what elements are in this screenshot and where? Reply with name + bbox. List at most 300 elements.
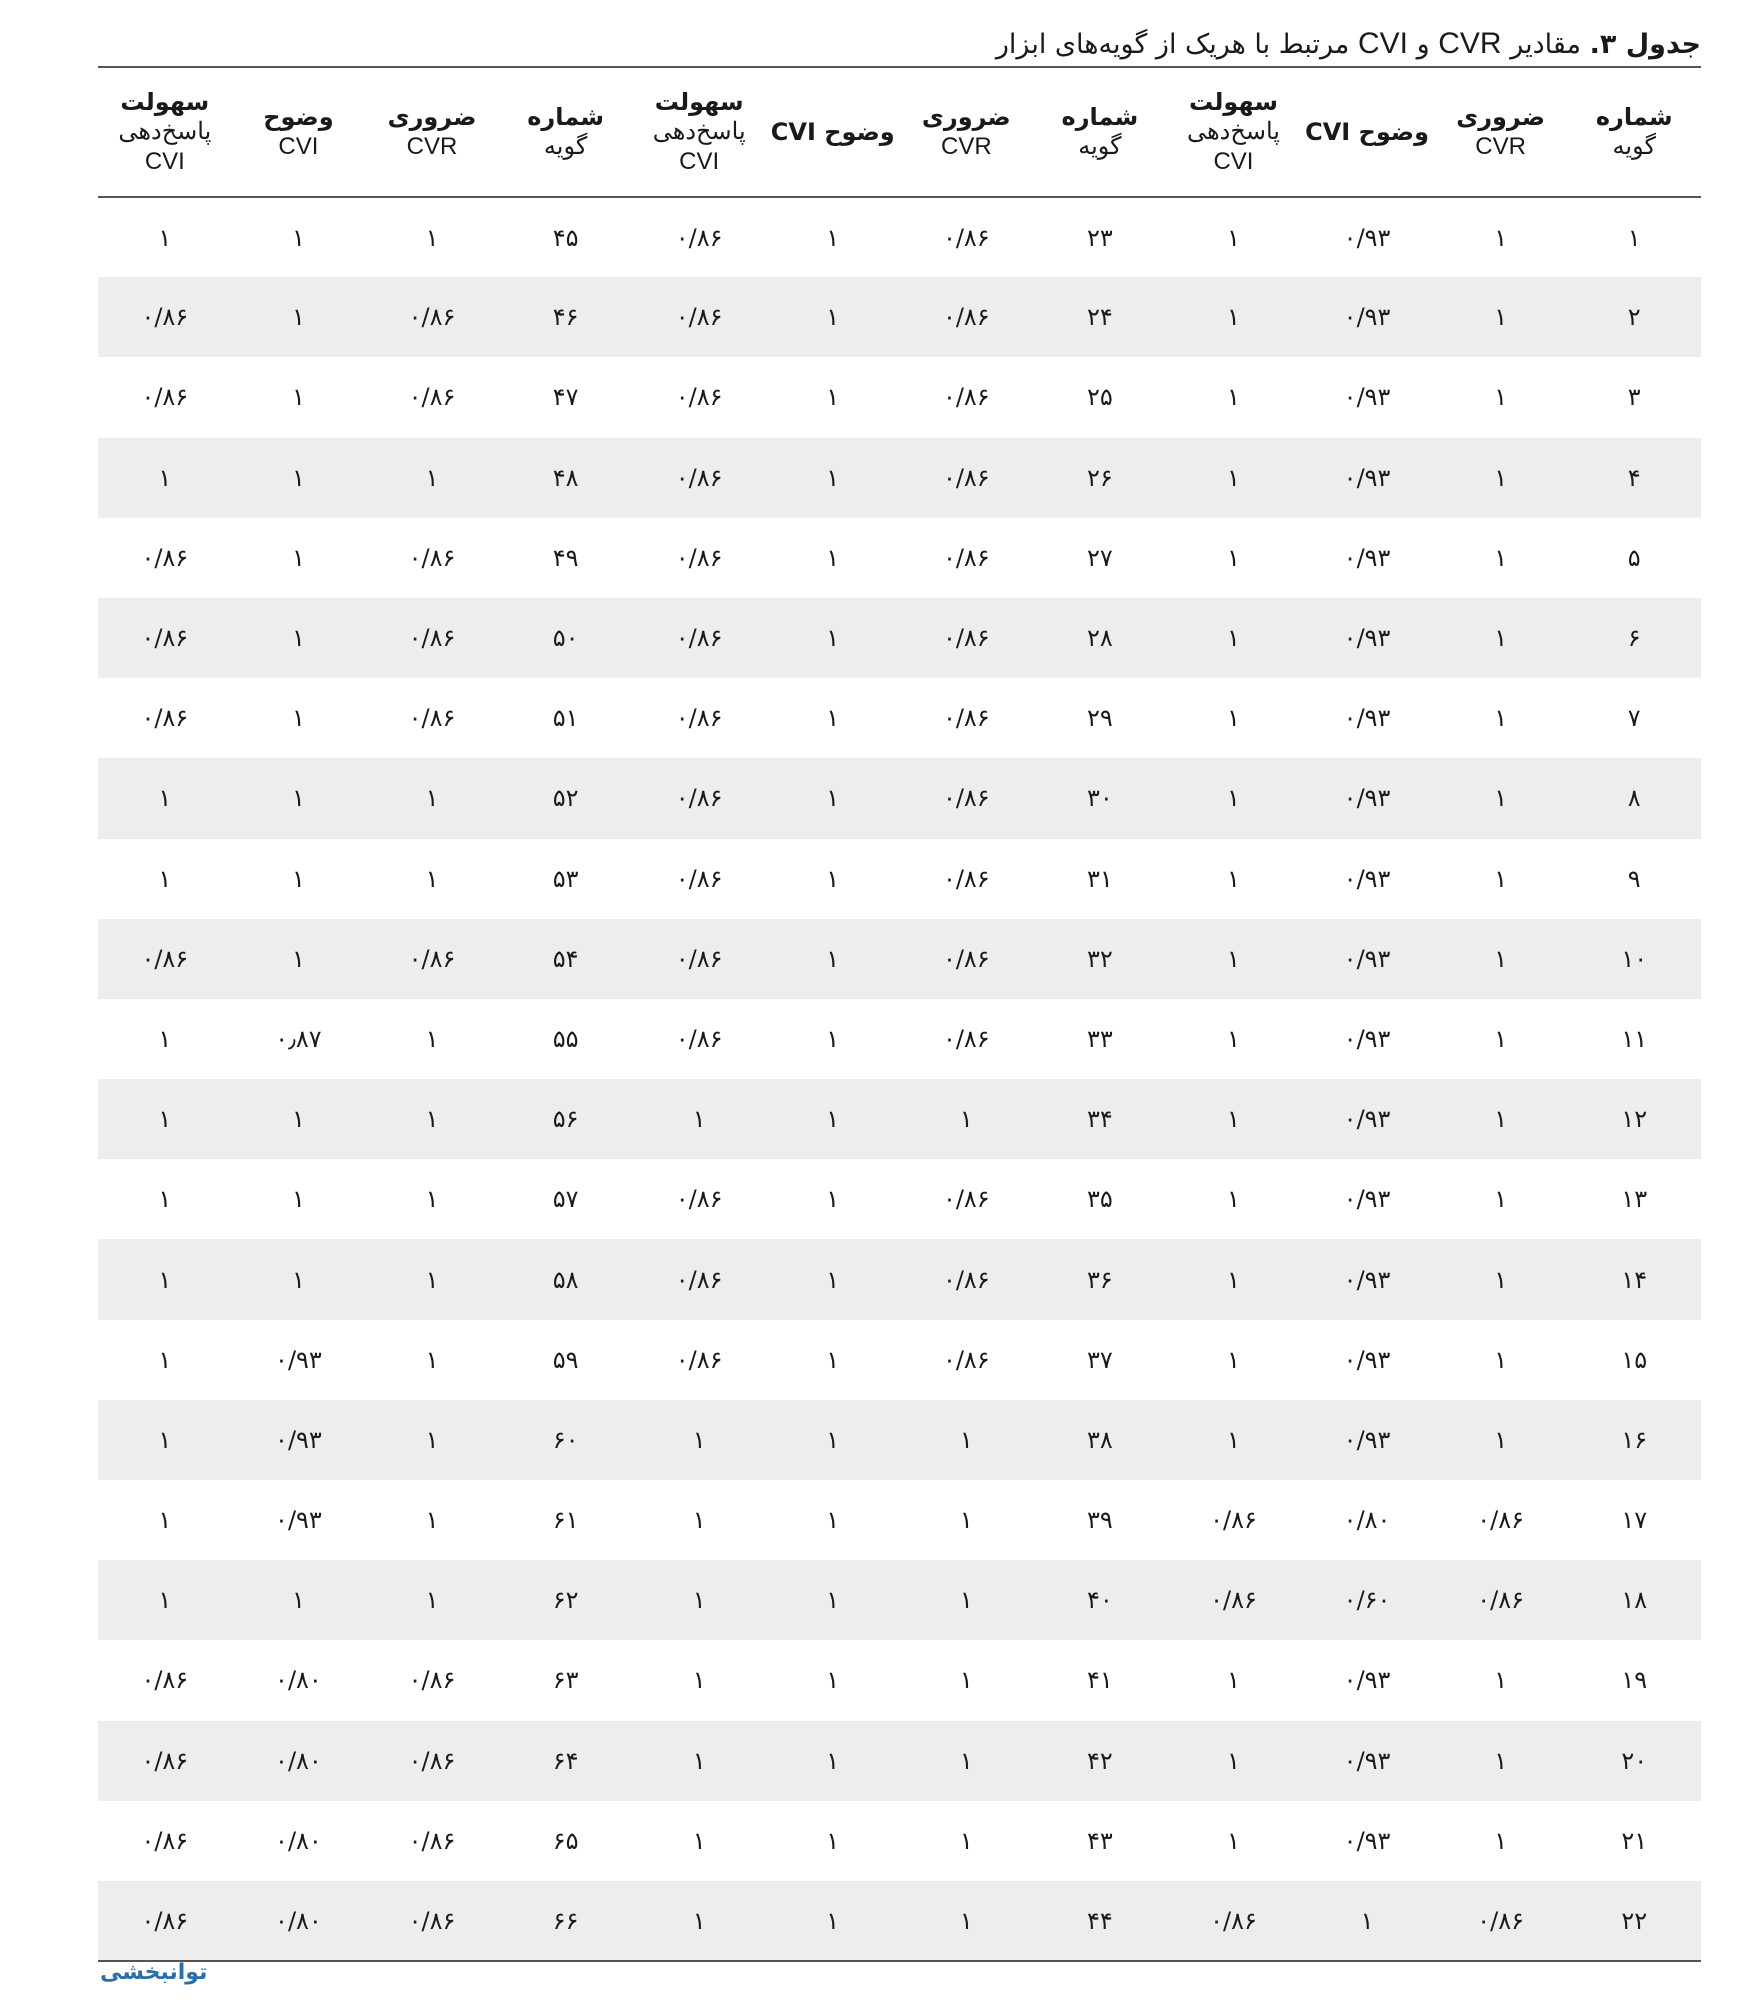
table-cell: ۱	[425, 1425, 439, 1454]
table-cell: ۱	[826, 624, 840, 653]
table-cell: ۰/۹۳	[1343, 944, 1391, 973]
column-header-line1: ضروری	[387, 103, 477, 131]
table-row	[98, 518, 1701, 598]
table-cell: ۱	[826, 1265, 840, 1294]
table-cell: ۱	[826, 1506, 840, 1535]
caption-term-cvi: CVI	[1358, 27, 1409, 60]
column-header	[1167, 67, 1301, 197]
table-cell: ۵۷	[552, 1185, 579, 1214]
table-cell: ۱۱	[1621, 1024, 1648, 1053]
table-cell: ۱۰	[1621, 944, 1648, 973]
column-header-line2: CVR	[940, 133, 992, 160]
journal-logo: توانبخشی	[100, 1960, 208, 1985]
table-cell: ۱	[1494, 1105, 1508, 1134]
table-row	[98, 678, 1701, 758]
table-cell: ۰/۹۳	[1343, 383, 1391, 412]
table-cell: ۱۲	[1621, 1105, 1648, 1134]
table-cell: ۶	[1627, 624, 1641, 653]
table-cell: ۰/۸۰	[275, 1666, 322, 1695]
table-cell: ۰/۹۳	[1343, 1105, 1391, 1134]
table-cell: ۰/۸۶	[942, 784, 990, 813]
table-cell: ۱	[158, 784, 172, 813]
table-cell: ۱	[826, 1345, 840, 1374]
table-cell: ۰/۸۶	[408, 1906, 456, 1935]
table-cell: ۱	[1227, 1746, 1240, 1775]
table-cell: ۲۴	[1087, 303, 1113, 332]
table-cell: ۵۶	[552, 1105, 579, 1134]
table-cell: ۰/۸۶	[675, 1265, 723, 1294]
table-cell: ۱	[826, 1826, 840, 1855]
table-cell: ۶۵	[552, 1826, 579, 1855]
column-header-line2: پاسخ‌دهی CVI	[1187, 118, 1280, 175]
table-row	[98, 1400, 1701, 1480]
table-cell: ۱	[959, 1746, 973, 1775]
column-header-line1: سهولت	[1189, 88, 1278, 116]
caption-label: جدول ۳.	[1589, 29, 1701, 60]
column-header-line2: CVR	[406, 133, 458, 160]
table-cell: ۰/۹۳	[1343, 1826, 1391, 1855]
table-cell: ۱	[425, 223, 439, 252]
table-cell: ۴۳	[1087, 1826, 1113, 1855]
table-cell: ۱	[158, 1024, 172, 1053]
column-header	[632, 67, 766, 197]
column-header-line1: وضوح CVI	[1305, 118, 1430, 146]
table-cell: ۵۱	[552, 704, 579, 733]
table-cell: ۱	[826, 383, 840, 412]
table-cell: ۰/۹۳	[1343, 1024, 1391, 1053]
table-cell: ۱	[158, 1586, 172, 1615]
column-header	[232, 67, 366, 197]
table-cell: ۵۳	[552, 864, 579, 893]
table-cell: ۱	[158, 1105, 172, 1134]
table-cell: ۱	[1494, 383, 1508, 412]
table-cell: ۰/۹۳	[1343, 1666, 1391, 1695]
table-cell: ۶۶	[552, 1906, 579, 1935]
table-cell: ۰/۹۳	[1343, 303, 1391, 332]
table-cell: ۱	[1227, 944, 1240, 973]
column-header	[1567, 67, 1701, 197]
table-cell: ۴۴	[1087, 1906, 1113, 1935]
table-body	[98, 197, 1701, 1961]
table-cell: ۱	[291, 223, 305, 252]
table-cell: ۶۴	[552, 1746, 579, 1775]
table-cell: ۰/۸۶	[408, 704, 456, 733]
column-header	[1300, 67, 1434, 197]
table-cell: ۱	[959, 1826, 973, 1855]
table-cell: ۵	[1627, 543, 1641, 572]
table-cell: ۱	[425, 1185, 439, 1214]
table-cell: ۱	[425, 864, 439, 893]
table-cell: ۱	[1227, 303, 1240, 332]
table-cell: ۰/۸۶	[675, 303, 723, 332]
table-row	[98, 197, 1701, 277]
table-cell: ۱۶	[1621, 1425, 1648, 1454]
table-cell: ۱	[291, 704, 305, 733]
table-cell: ۰/۸۶	[675, 864, 723, 893]
table-cell: ۱	[692, 1666, 706, 1695]
table-cell: ۰/۸۶	[942, 1185, 990, 1214]
table-cell: ۰/۹۳	[1343, 624, 1391, 653]
column-header-line2: گویه	[1612, 133, 1656, 160]
table-cell: ۰/۹۳	[1343, 784, 1391, 813]
table-cell: ۰/۸۶	[675, 383, 723, 412]
caption-text-after: مرتبط با هریک از گویه‌های ابزار	[995, 29, 1350, 60]
table-cell: ۱	[1227, 1105, 1240, 1134]
table-cell: ۱	[1494, 1746, 1508, 1775]
table-cell: ۱۵	[1621, 1345, 1648, 1374]
table-cell: ۱	[1494, 704, 1508, 733]
table-cell: ۲۱	[1621, 1826, 1648, 1855]
table-cell: ۰/۸۶	[942, 624, 990, 653]
table-cell: ۱	[158, 463, 172, 492]
table-cell: ۱	[959, 1666, 973, 1695]
column-header-line1: وضوح CVI	[770, 118, 895, 146]
table-cell: ۰/۸۶	[942, 944, 990, 973]
table-cell: ۰/۸۶	[141, 704, 189, 733]
table-row	[98, 1320, 1701, 1400]
table-cell: ۱	[425, 784, 439, 813]
table-cell: ۳۸	[1087, 1425, 1113, 1454]
table-row	[98, 438, 1701, 518]
table-cell: ۱	[1494, 784, 1508, 813]
table-cell: ۰/۸۶	[675, 223, 723, 252]
table-cell: ۱	[826, 463, 840, 492]
table-cell: ۲	[1627, 303, 1641, 332]
table-cell: ۰/۸۶	[675, 1345, 723, 1374]
table-row	[98, 598, 1701, 678]
column-header-line2: پاسخ‌دهی CVI	[652, 118, 746, 175]
table-cell: ۲۶	[1087, 463, 1113, 492]
caption-text-before: مقادیر	[1510, 29, 1581, 60]
table-cell: ۰/۸۶	[942, 1024, 990, 1053]
table-cell: ۰/۸۶	[1210, 1906, 1257, 1935]
table-cell: ۰/۸۶	[675, 944, 723, 973]
table-cell: ۰/۸۶	[675, 463, 723, 492]
table-cell: ۴۹	[552, 543, 579, 572]
table-cell: ۱	[1494, 624, 1508, 653]
table-cell: ۱	[1494, 1425, 1508, 1454]
table-row	[98, 1239, 1701, 1319]
table-cell: ۰٫۸۷	[275, 1024, 322, 1053]
column-header	[766, 67, 900, 197]
table-cell: ۱	[826, 1024, 840, 1053]
table-cell: ۱	[1227, 1024, 1240, 1053]
table-cell: ۱	[1494, 543, 1508, 572]
table-cell: ۰/۹۳	[1343, 463, 1391, 492]
table-cell: ۳۴	[1087, 1105, 1113, 1134]
table-cell: ۶۳	[552, 1666, 579, 1695]
table-cell: ۱	[291, 1586, 305, 1615]
column-header-line2: گویه	[1078, 133, 1122, 160]
table-cell: ۴۵	[552, 223, 579, 252]
table-cell: ۰/۸۶	[675, 1185, 723, 1214]
table-cell: ۰/۸۶	[141, 543, 189, 572]
table-cell: ۱۷	[1621, 1506, 1648, 1535]
table-cell: ۲۵	[1087, 383, 1113, 412]
table-cell: ۵۹	[552, 1345, 579, 1374]
table-cell: ۱	[692, 1906, 706, 1935]
table-cell: ۰/۸۶	[942, 383, 990, 412]
table-cell: ۱۹	[1621, 1666, 1648, 1695]
column-header-line1: شماره	[1061, 103, 1139, 131]
table-row	[98, 758, 1701, 838]
column-header	[365, 67, 499, 197]
table-cell: ۳	[1627, 383, 1641, 412]
table-cell: ۳۶	[1087, 1265, 1113, 1294]
table-cell: ۱	[291, 383, 305, 412]
table-cell: ۱	[1227, 704, 1240, 733]
table-cell: ۳۲	[1087, 944, 1113, 973]
table-cell: ۰/۸۶	[675, 784, 723, 813]
table-cell: ۷	[1627, 704, 1641, 733]
table-cell: ۱	[291, 1265, 305, 1294]
table-cell: ۰/۹۳	[275, 1425, 322, 1454]
table-cell: ۰/۸۶	[942, 704, 990, 733]
table-row	[98, 1640, 1701, 1720]
column-header-line1: سهولت	[654, 88, 744, 116]
table-cell: ۱	[692, 1586, 706, 1615]
table-cell: ۰/۶۰	[1343, 1586, 1391, 1615]
table-cell: ۰/۸۶	[675, 1024, 723, 1053]
table-cell: ۰/۸۶	[1477, 1506, 1525, 1535]
table-row	[98, 919, 1701, 999]
table-cell: ۰/۸۶	[408, 543, 456, 572]
table-cell: ۱	[1494, 223, 1508, 252]
table-cell: ۱	[425, 1024, 439, 1053]
table-cell: ۱	[826, 704, 840, 733]
table-cell: ۳۷	[1087, 1345, 1113, 1374]
table-cell: ۰/۹۳	[1343, 1425, 1391, 1454]
table-cell: ۱	[291, 463, 305, 492]
table-cell: ۱	[826, 303, 840, 332]
table-cell: ۰/۸۶	[675, 624, 723, 653]
table-cell: ۱	[1227, 1345, 1240, 1374]
table-cell: ۲۳	[1087, 223, 1113, 252]
table-cell: ۱	[1227, 463, 1240, 492]
table-cell: ۱	[692, 1506, 706, 1535]
table-cell: ۰/۸۶	[942, 864, 990, 893]
table-cell: ۱	[291, 624, 305, 653]
table-cell: ۱	[1227, 784, 1240, 813]
table-cell: ۰/۸۰	[1343, 1506, 1391, 1535]
column-header-line2: CVI	[278, 133, 319, 160]
table-cell: ۱	[1494, 1024, 1508, 1053]
table-cell: ۰/۹۳	[1343, 1345, 1391, 1374]
table-cell: ۱	[826, 1906, 840, 1935]
table-cell: ۰/۹۳	[1343, 1265, 1391, 1294]
table-cell: ۱	[291, 303, 305, 332]
table-row	[98, 1881, 1701, 1961]
table-cell: ۰/۸۶	[408, 303, 456, 332]
caption-term-cvr: CVR	[1438, 27, 1502, 60]
column-header-line1: سهولت	[120, 88, 210, 116]
table-row	[98, 1079, 1701, 1159]
table-cell: ۱	[291, 543, 305, 572]
table-cell: ۰/۸۶	[141, 624, 189, 653]
table-cell: ۵۴	[552, 944, 579, 973]
table-cell: ۱	[826, 543, 840, 572]
table-cell: ۰/۹۳	[1343, 543, 1391, 572]
table-cell: ۱	[291, 1185, 305, 1214]
table-cell: ۱	[959, 1506, 973, 1535]
table-cell: ۰/۸۶	[1210, 1506, 1257, 1535]
table-cell: ۲۰	[1621, 1746, 1648, 1775]
table-cell: ۰/۹۳	[1343, 1185, 1391, 1214]
table-cell: ۳۰	[1087, 784, 1113, 813]
table-cell: ۳۹	[1087, 1506, 1113, 1535]
table-cell: ۱	[1227, 1666, 1240, 1695]
table-row	[98, 999, 1701, 1079]
table-cell: ۱	[1227, 624, 1240, 653]
table-cell: ۱	[692, 1105, 706, 1134]
table-cell: ۳۵	[1087, 1185, 1113, 1214]
table-row	[98, 1480, 1701, 1560]
table-cell: ۰/۸۶	[141, 303, 189, 332]
table-cell: ۱۸	[1621, 1586, 1648, 1615]
table-cell: ۱	[1227, 1826, 1240, 1855]
table-cell: ۱	[826, 1105, 840, 1134]
table-cell: ۲۸	[1087, 624, 1113, 653]
table-cell: ۱	[1227, 223, 1240, 252]
table-cell: ۱	[826, 784, 840, 813]
column-header-line2: پاسخ‌دهی CVI	[118, 118, 212, 175]
table-cell: ۵۸	[552, 1265, 579, 1294]
table-cell: ۱	[1227, 1265, 1240, 1294]
column-header	[499, 67, 633, 197]
column-header-line1: ضروری	[1456, 103, 1546, 131]
table-cell: ۱	[692, 1746, 706, 1775]
column-header-line2: CVR	[1475, 133, 1526, 160]
table-cell: ۰/۸۶	[1210, 1586, 1257, 1615]
table-cell: ۵۲	[552, 784, 579, 813]
table-cell: ۰/۸۶	[942, 303, 990, 332]
table-cell: ۶۰	[552, 1425, 579, 1454]
table-cell: ۱	[158, 1506, 172, 1535]
table-cell: ۱۴	[1621, 1265, 1648, 1294]
table-cell: ۱	[291, 1105, 305, 1134]
table-cell: ۱	[1227, 864, 1240, 893]
column-header-line1: شماره	[1595, 103, 1673, 131]
table-cell: ۶۲	[552, 1586, 579, 1615]
table-cell: ۱	[1227, 1425, 1240, 1454]
table-cell: ۱	[1494, 303, 1508, 332]
table-cell: ۱	[158, 1185, 172, 1214]
caption-conjunction: و	[1416, 29, 1430, 60]
table-cell: ۱	[826, 223, 840, 252]
table-cell: ۰/۸۶	[1477, 1586, 1525, 1615]
table-cell: ۰/۸۶	[408, 624, 456, 653]
table-cell: ۳۳	[1087, 1024, 1113, 1053]
table-cell: ۱	[1494, 1666, 1508, 1695]
header-row	[98, 67, 1701, 197]
table-cell: ۶۱	[552, 1506, 579, 1535]
table-cell: ۱	[826, 944, 840, 973]
table-cell: ۱	[158, 1265, 172, 1294]
table-row	[98, 1721, 1701, 1801]
table-caption	[98, 24, 1701, 65]
table-cell: ۰/۸۶	[1477, 1906, 1525, 1935]
table-cell: ۱	[425, 1586, 439, 1615]
column-header-line2: گویه	[543, 133, 588, 160]
table-cell: ۱	[291, 864, 305, 893]
table-cell: ۰/۹۳	[1343, 864, 1391, 893]
table-cell: ۱	[826, 1746, 840, 1775]
table-cell: ۲۹	[1087, 704, 1113, 733]
table-row	[98, 277, 1701, 357]
table-cell: ۰/۸۶	[942, 543, 990, 572]
table-cell: ۲۲	[1621, 1906, 1648, 1935]
table-cell: ۱	[1227, 1185, 1240, 1214]
table-cell: ۱	[291, 944, 305, 973]
table-cell: ۴	[1627, 463, 1641, 492]
table-cell: ۴۱	[1087, 1666, 1113, 1695]
table-cell: ۱	[158, 864, 172, 893]
table-cell: ۰/۹۳	[1343, 1746, 1391, 1775]
table-cell: ۱	[1227, 383, 1240, 412]
table-row	[98, 839, 1701, 919]
table-cell: ۵۰	[552, 624, 579, 653]
table-cell: ۱	[1627, 223, 1641, 252]
table-cell: ۰/۸۶	[141, 1906, 189, 1935]
table-cell: ۱	[959, 1586, 973, 1615]
table-cell: ۰/۸۶	[408, 383, 456, 412]
table-cell: ۱	[425, 1265, 439, 1294]
column-header-line1: شماره	[527, 103, 604, 131]
table-cell: ۱۳	[1621, 1185, 1648, 1214]
cvr-cvi-table	[98, 66, 1701, 1962]
table-cell: ۰/۹۳	[275, 1345, 322, 1374]
table-cell: ۱	[291, 784, 305, 813]
table-cell: ۱	[158, 1345, 172, 1374]
column-header	[1033, 67, 1167, 197]
table-cell: ۱	[1494, 1265, 1508, 1294]
table-cell: ۰/۹۳	[1343, 223, 1391, 252]
table-cell: ۰/۸۰	[275, 1746, 322, 1775]
table-cell: ۰/۸۶	[675, 543, 723, 572]
table-cell: ۱	[1494, 864, 1508, 893]
table-cell: ۰/۸۰	[275, 1906, 322, 1935]
table-cell: ۱	[1494, 1185, 1508, 1214]
table-cell: ۱	[425, 463, 439, 492]
table-cell: ۱	[959, 1425, 973, 1454]
table-cell: ۰/۸۶	[141, 944, 189, 973]
table-cell: ۰/۸۶	[408, 1746, 456, 1775]
table-cell: ۱	[1494, 944, 1508, 973]
table-cell: ۴۷	[552, 383, 579, 412]
table-cell: ۰/۸۶	[141, 383, 189, 412]
table-cell: ۰/۹۳	[1343, 704, 1391, 733]
table-cell: ۴۰	[1087, 1586, 1113, 1615]
column-header	[900, 67, 1034, 197]
table-cell: ۱	[158, 1425, 172, 1454]
table-cell: ۰/۸۶	[141, 1666, 189, 1695]
table-cell: ۰/۸۶	[408, 944, 456, 973]
table-cell: ۱	[425, 1506, 439, 1535]
table-cell: ۱	[425, 1345, 439, 1374]
table-cell: ۰/۸۶	[942, 223, 990, 252]
table-row	[98, 1159, 1701, 1239]
table-cell: ۰/۸۶	[942, 1345, 990, 1374]
table-cell: ۱	[826, 1425, 840, 1454]
table-cell: ۴۸	[552, 463, 579, 492]
table-cell: ۰/۸۶	[141, 1746, 189, 1775]
table-cell: ۰/۸۶	[141, 1826, 189, 1855]
table-cell: ۱	[826, 1666, 840, 1695]
table-cell: ۲۷	[1087, 543, 1113, 572]
table-cell: ۱	[1494, 1826, 1508, 1855]
table-header	[98, 67, 1701, 197]
table-cell: ۱	[959, 1906, 973, 1935]
